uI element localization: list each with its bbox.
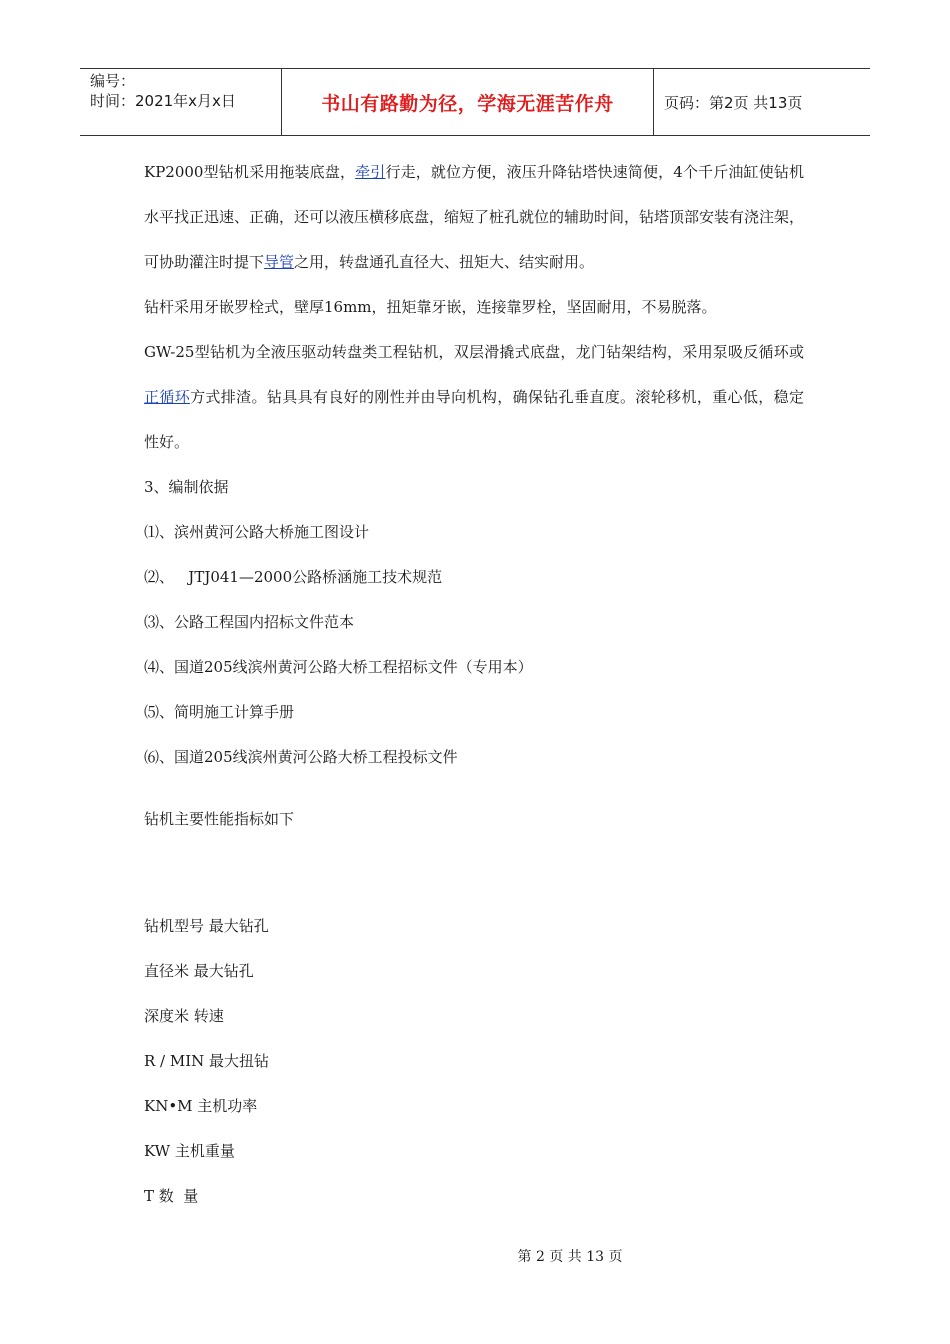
- spec-line: T 数 量: [144, 1187, 199, 1205]
- spec-intro: 钻机主要性能指标如下: [144, 810, 295, 828]
- header-page-info-cell: [654, 69, 870, 135]
- doc-number-label: 编号：: [90, 72, 136, 90]
- spec-line: 直径米 最大钻孔: [144, 962, 254, 980]
- basis-item: ⑷、国道205线滨州黄河公路大桥工程招标文件（专用本）: [144, 658, 533, 676]
- link-traction[interactable]: 牵引: [355, 163, 386, 181]
- paragraph-text: KP2000型钻机采用拖装底盘，: [144, 163, 356, 181]
- spec-line: R / MIN 最大扭钻: [144, 1052, 270, 1070]
- paragraph-text: 方式排渣。钻具具有良好的刚性并由导向机构，确保钻孔垂直度。滚轮移机，重心低，稳定性好。: [144, 388, 804, 451]
- paragraph-text: 之用，转盘通孔直径大、扭矩大、结实耐用。: [294, 253, 595, 271]
- paragraph-gw25: [144, 330, 804, 465]
- link-conduit[interactable]: 导管: [264, 253, 295, 271]
- paragraph-drill-rod: 钻杆采用牙嵌罗栓式，壁厚16mm，扭矩靠牙嵌，连接靠罗栓，坚固耐用，不易脱落。: [144, 298, 717, 316]
- spec-line: 深度米 转速: [144, 1007, 224, 1025]
- spec-line: 钻机型号 最大钻孔: [144, 917, 269, 935]
- basis-item: ⑴、滨州黄河公路大桥施工图设计: [144, 523, 370, 541]
- doc-date-label: 时间：2021年x月x日: [90, 92, 236, 110]
- header-page-info: 页码：第2页 共13页: [664, 93, 803, 112]
- paragraph-kp2000: [144, 150, 804, 285]
- basis-item: ⑵、 JTJ041—2000公路桥涵施工技术规范: [144, 568, 443, 586]
- basis-item: ⑶、公路工程国内招标文件范本: [144, 613, 355, 631]
- spec-line: KW 主机重量: [144, 1142, 235, 1160]
- spec-line: KN•M 主机功率: [144, 1097, 258, 1115]
- basis-item: ⑹、国道205线滨州黄河公路大桥工程投标文件: [144, 748, 458, 766]
- link-positive-circulation[interactable]: 正循环: [144, 388, 191, 406]
- basis-item: ⑸、简明施工计算手册: [144, 703, 295, 721]
- section-title-basis: 3、编制依据: [144, 478, 229, 496]
- spec-list: [144, 904, 804, 1219]
- page-header: [80, 68, 870, 136]
- paragraph-text: GW-25型钻机为全液压驱动转盘类工程钻机，双层滑撬式底盘，龙门钻架结构，采用泵吸反循环或: [144, 343, 804, 361]
- header-meta: [80, 69, 282, 135]
- header-motto-cell: [282, 69, 654, 135]
- header-motto: 书山有路勤为径，学海无涯苦作舟: [321, 92, 614, 115]
- page-footer: 第 2 页 共 13 页: [517, 1249, 623, 1265]
- paragraph-text: 行走，就位方便，液压升降钻塔快速简便，4个千斤油缸使钻机水平找正迅速、正确，还可以液压横移底盘，缩短了桩孔就位的辅助时间，钻塔顶部安装有浇注架，可协助灌注时提下: [144, 163, 805, 271]
- document-body: [144, 150, 804, 1219]
